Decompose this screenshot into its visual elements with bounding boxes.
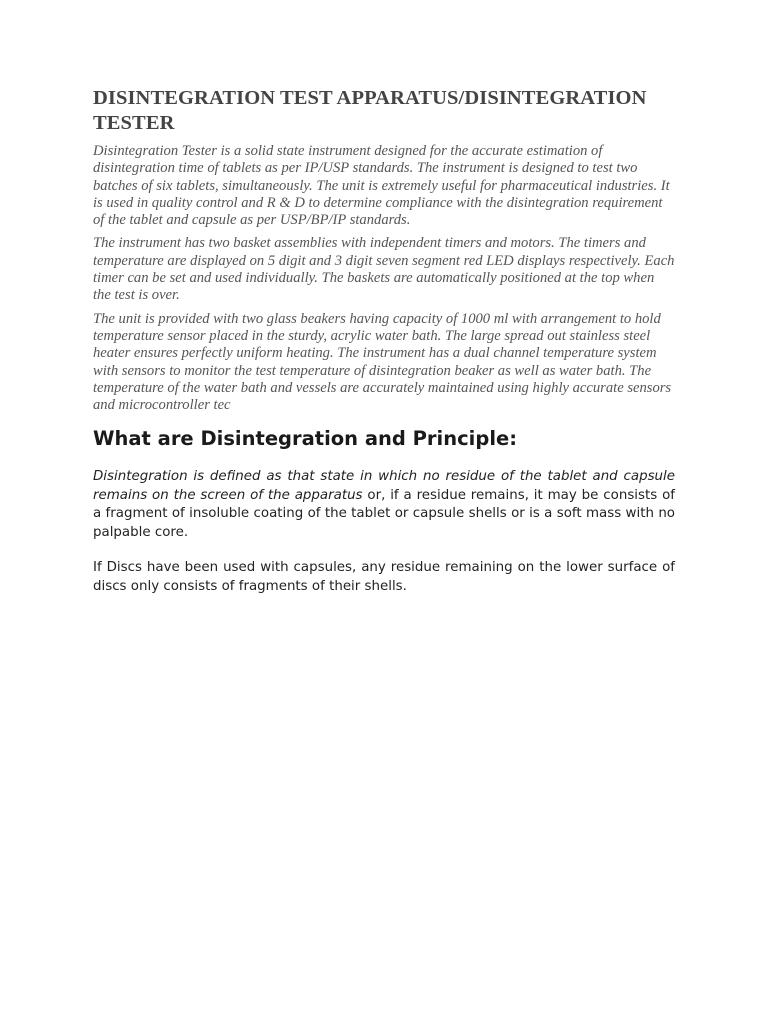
discs-paragraph: If Discs have been used with capsules, any residue remaining on the lower surface of discs only consists of fragments of their shells. (93, 560, 675, 594)
intro-paragraph-2: The instrument has two basket assemblies with independent timers and motors. The timers and temperature are displayed on 5 digit and 3 digit seven segment red LED displays respectively. Each timer can be set and used individually. The baskets are automatically positioned at the top when the test is over. (93, 235, 675, 304)
document-page (93, 86, 675, 613)
principle-definition-italic: Disintegration is defined as that state in which no residue of the tablet and capsule remains on the screen of the apparatus (93, 469, 675, 503)
intro-paragraph-3: The unit is provided with two glass beakers having capacity of 1000 ml with arrangement to hold temperature sensor placed in the sturdy, acrylic water bath. The large spread out stainless steel heater ensures perfectly uniform heating. The instrument has a dual channel temperature system with sensors to monitor the test temperature of disintegration beaker as well as water bath. The temperature of the water bath and vessels are accurately maintained using highly accurate sensors and microcontroller tec (93, 310, 672, 414)
document-title: DISINTEGRATION TEST APPARATUS/DISINTEGRATION TESTER (93, 87, 647, 134)
section-heading: What are Disintegration and Principle: (93, 427, 518, 451)
principle-paragraph (93, 468, 675, 542)
principle-definition-rest: or, if a residue remains, it may be consists of a fragment of insoluble coating of the tablet or capsule shells or is a soft mass with no palpable core. (93, 487, 675, 540)
intro-paragraph-1: Disintegration Tester is a solid state instrument designed for the accurate estimation of disintegration time of tablets as per IP/USP standards. The instrument is designed to test two batches of six tablets, simultaneously. The unit is extremely useful for pharmaceutical industries. It is used in quality control and R & D to determine compliance with the disintegration requirement of the tablet and capsule as per USP/BP/IP standards. (93, 143, 670, 229)
